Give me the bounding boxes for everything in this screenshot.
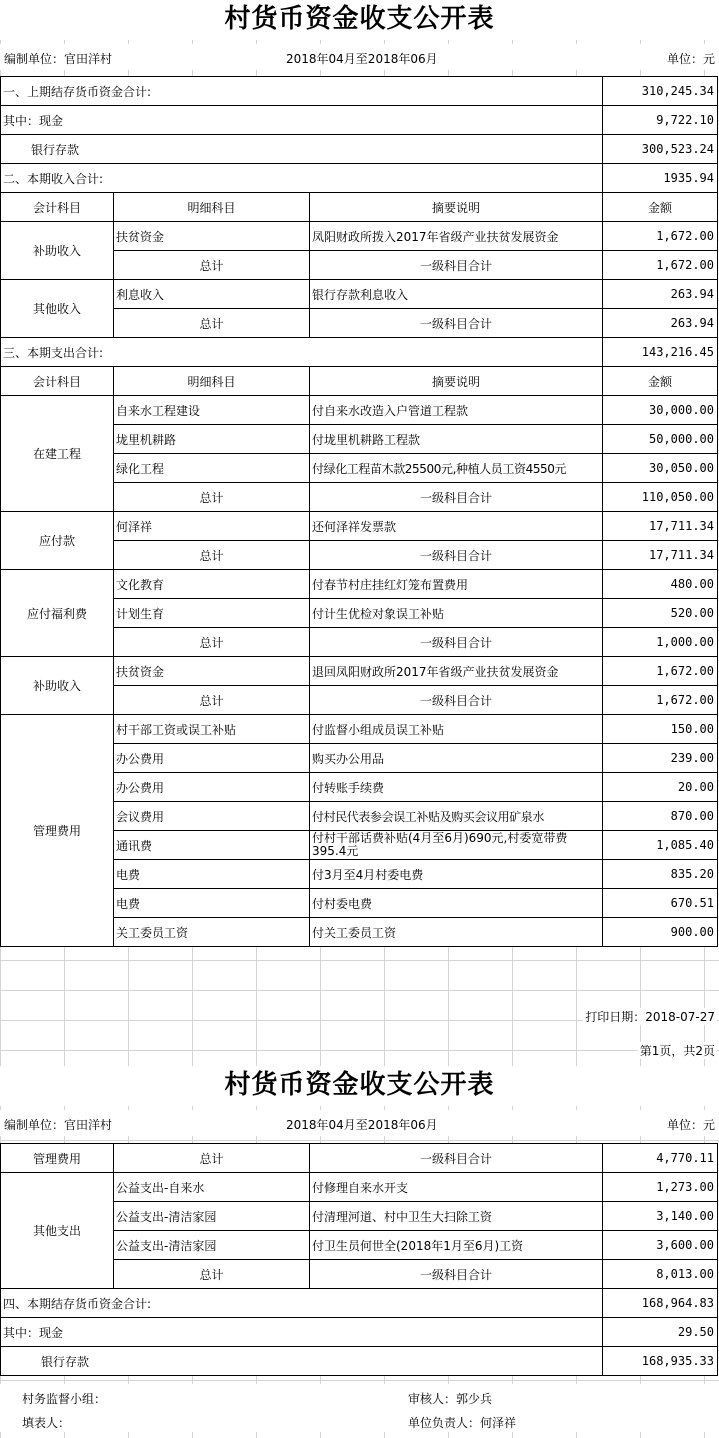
- amount-cell: 670.51: [603, 889, 718, 918]
- detail-cell: 办公费用: [114, 773, 310, 802]
- desc-cell: 银行存款利息收入: [310, 280, 603, 309]
- detail-cell: 扶贫资金: [114, 222, 310, 251]
- desc-cell: 付村干部话费补贴(4月至6月)690元,村委宽带费395.4元: [310, 831, 603, 860]
- summary-row: [1, 106, 718, 135]
- detail-cell: 通讯费: [114, 831, 310, 860]
- detail-cell: 公益支出-清洁家园: [114, 1231, 310, 1260]
- page-title: 村货币资金收支公开表: [0, 1066, 719, 1106]
- ledger-table-page2: [0, 1143, 718, 1376]
- compiling-unit: 编制单位：官田洋村: [4, 1118, 113, 1132]
- cash-label: 其中：现金: [1, 1318, 603, 1347]
- desc-cell: 付监督小组成员误工补贴: [310, 715, 603, 744]
- page-title: 村货币资金收支公开表: [0, 0, 719, 40]
- desc-cell: 付春节村庄挂红灯笼布置费用: [310, 570, 603, 599]
- header-desc: 摘要说明: [310, 367, 603, 396]
- table-row: [1, 715, 718, 744]
- prev-balance-value: 310,245.34: [603, 77, 718, 106]
- report-period: 2018年04月至2018年06月: [286, 1118, 438, 1132]
- table-row: [1, 1173, 718, 1202]
- column-header-row: [1, 367, 718, 396]
- amount-cell: 17,711.34: [603, 512, 718, 541]
- level1-total-label: 一级科目合计: [310, 483, 603, 512]
- supervisor-label: 村务监督小组：: [22, 1392, 107, 1406]
- header-subject: 会计科目: [1, 193, 114, 222]
- detail-cell: 公益支出-清洁家园: [114, 1202, 310, 1231]
- subject-cell: 补助收入: [1, 657, 114, 715]
- print-date: 打印日期：2018-07-27: [585, 1010, 715, 1024]
- ledger-table-page1: [0, 76, 718, 947]
- end-balance-value: 168,964.83: [603, 1289, 718, 1318]
- end-balance-label: 四、本期结存货币资金合计:: [1, 1289, 603, 1318]
- amount-cell: 520.00: [603, 599, 718, 628]
- currency-unit: 单位：元: [666, 1118, 715, 1132]
- subtotal-value: 17,711.34: [603, 541, 718, 570]
- amount-cell: 150.00: [603, 715, 718, 744]
- cash-label: 其中：现金: [1, 106, 603, 135]
- amount-cell: 239.00: [603, 744, 718, 773]
- subject-cell: 应付款: [1, 512, 114, 570]
- table-row: [1, 512, 718, 541]
- bank-value: 300,523.24: [603, 135, 718, 164]
- currency-unit: 单位：元: [666, 52, 715, 66]
- detail-cell: 关工委员工资: [114, 918, 310, 947]
- subject-cell: 其他收入: [1, 280, 114, 338]
- amount-cell: 3,600.00: [603, 1231, 718, 1260]
- subtotal-row: [1, 1144, 718, 1173]
- summary-row: [1, 1289, 718, 1318]
- desc-cell: 付清理河道、村中卫生大扫除工资: [310, 1202, 603, 1231]
- subject-cell: 在建工程: [1, 396, 114, 512]
- amount-cell: 1,672.00: [603, 222, 718, 251]
- desc-cell: 付转账手续费: [310, 773, 603, 802]
- subtotal-value: 110,050.00: [603, 483, 718, 512]
- total-label: 总计: [114, 541, 310, 570]
- detail-cell: 绿化工程: [114, 454, 310, 483]
- total-label: 总计: [114, 483, 310, 512]
- header-amount: 金额: [603, 193, 718, 222]
- page-info: 第1页，共2页: [639, 1044, 715, 1058]
- subject-cell: 其他支出: [1, 1173, 114, 1289]
- summary-row: [1, 135, 718, 164]
- detail-cell: 办公费用: [114, 744, 310, 773]
- desc-cell: 付自来水改造入户管道工程款: [310, 396, 603, 425]
- desc-cell: 还何泽祥发票款: [310, 512, 603, 541]
- table-row: [1, 396, 718, 425]
- bank-label: 银行存款: [1, 1347, 603, 1376]
- subtotal-value: 1,000.00: [603, 628, 718, 657]
- detail-cell: 自来水工程建设: [114, 396, 310, 425]
- detail-cell: 电费: [114, 860, 310, 889]
- subtotal-value: 8,013.00: [603, 1260, 718, 1289]
- subject-cell: 补助收入: [1, 222, 114, 280]
- preparer-label: 填表人：: [22, 1416, 71, 1430]
- level1-total-label: 一级科目合计: [310, 1260, 603, 1289]
- detail-cell: 何泽祥: [114, 512, 310, 541]
- table-row: [1, 222, 718, 251]
- amount-cell: 20.00: [603, 773, 718, 802]
- total-label: 总计: [114, 628, 310, 657]
- detail-cell: 计划生育: [114, 599, 310, 628]
- amount-cell: 870.00: [603, 802, 718, 831]
- desc-cell: 付关工委员工资: [310, 918, 603, 947]
- income-total-value: 1935.94: [603, 164, 718, 193]
- desc-cell: 付绿化工程苗木款25500元,种植人员工资4550元: [310, 454, 603, 483]
- summary-row: [1, 1347, 718, 1376]
- desc-cell: 付村委电费: [310, 889, 603, 918]
- subtotal-value: 1,672.00: [603, 686, 718, 715]
- amount-cell: 50,000.00: [603, 425, 718, 454]
- level1-total-label: 一级科目合计: [310, 251, 603, 280]
- column-header-row: [1, 193, 718, 222]
- reviewer-label: 审核人：郭少兵: [408, 1392, 493, 1406]
- detail-cell: 村干部工资或误工补贴: [114, 715, 310, 744]
- detail-cell: 文化教育: [114, 570, 310, 599]
- amount-cell: 30,050.00: [603, 454, 718, 483]
- detail-cell: 公益支出-自来水: [114, 1173, 310, 1202]
- expense-total-value: 143,216.45: [603, 338, 718, 367]
- amount-cell: 1,085.40: [603, 831, 718, 860]
- amount-cell: 1,273.00: [603, 1173, 718, 1202]
- header-amount: 金额: [603, 367, 718, 396]
- total-label: 总计: [114, 686, 310, 715]
- table-row: [1, 570, 718, 599]
- desc-cell: 购买办公用品: [310, 744, 603, 773]
- subtotal-value: 263.94: [603, 309, 718, 338]
- desc-cell: 退回凤阳财政所2017年省级产业扶贫发展资金: [310, 657, 603, 686]
- detail-cell: 垅里机耕路: [114, 425, 310, 454]
- detail-cell: 电费: [114, 889, 310, 918]
- bank-label: 银行存款: [1, 135, 603, 164]
- level1-total-label: 一级科目合计: [310, 541, 603, 570]
- amount-cell: 900.00: [603, 918, 718, 947]
- amount-cell: 263.94: [603, 280, 718, 309]
- summary-row: [1, 1318, 718, 1347]
- subtotal-value: 4,770.11: [603, 1144, 718, 1173]
- detail-cell: 扶贫资金: [114, 657, 310, 686]
- summary-row: [1, 338, 718, 367]
- table-row: [1, 280, 718, 309]
- table-row: [1, 657, 718, 686]
- summary-row: [1, 77, 718, 106]
- subject-cell: 管理费用: [1, 715, 114, 947]
- total-label: 总计: [114, 251, 310, 280]
- doc-meta: [0, 1110, 719, 1136]
- header-desc: 摘要说明: [310, 193, 603, 222]
- amount-cell: 480.00: [603, 570, 718, 599]
- desc-cell: 付村民代表参会误工补贴及购买会议用矿泉水: [310, 802, 603, 831]
- desc-cell: 凤阳财政所拨入2017年省级产业扶贫发展资金: [310, 222, 603, 251]
- desc-cell: 付计生优检对象误工补贴: [310, 599, 603, 628]
- amount-cell: 1,672.00: [603, 657, 718, 686]
- level1-total-label: 一级科目合计: [310, 309, 603, 338]
- cash-value: 29.50: [603, 1318, 718, 1347]
- header-detail: 明细科目: [114, 193, 310, 222]
- header-subject: 会计科目: [1, 367, 114, 396]
- total-label: 总计: [114, 1260, 310, 1289]
- detail-cell: 会议费用: [114, 802, 310, 831]
- detail-cell: 利息收入: [114, 280, 310, 309]
- cash-value: 9,722.10: [603, 106, 718, 135]
- amount-cell: 3,140.00: [603, 1202, 718, 1231]
- level1-total-label: 一级科目合计: [310, 1144, 603, 1173]
- desc-cell: 付3月至4月村委电费: [310, 860, 603, 889]
- total-label: 总计: [114, 1144, 310, 1173]
- income-total-label: 二、本期收入合计:: [1, 164, 603, 193]
- desc-cell: 付垅里机耕路工程款: [310, 425, 603, 454]
- level1-total-label: 一级科目合计: [310, 628, 603, 657]
- bank-value: 168,935.33: [603, 1347, 718, 1376]
- desc-cell: 付修理自来水开支: [310, 1173, 603, 1202]
- doc-meta: [0, 44, 719, 70]
- prev-balance-label: 一、上期结存货币资金合计:: [1, 77, 603, 106]
- subject-cell: 管理费用: [1, 1144, 114, 1173]
- total-label: 总计: [114, 309, 310, 338]
- level1-total-label: 一级科目合计: [310, 686, 603, 715]
- responsible-label: 单位负责人：何泽祥: [408, 1416, 517, 1430]
- summary-row: [1, 164, 718, 193]
- amount-cell: 30,000.00: [603, 396, 718, 425]
- report-period: 2018年04月至2018年06月: [286, 52, 438, 66]
- subtotal-value: 1,672.00: [603, 251, 718, 280]
- expense-total-label: 三、本期支出合计:: [1, 338, 603, 367]
- subject-cell: 应付福利费: [1, 570, 114, 657]
- desc-cell: 付卫生员何世全(2018年1月至6月)工资: [310, 1231, 603, 1260]
- header-detail: 明细科目: [114, 367, 310, 396]
- amount-cell: 835.20: [603, 860, 718, 889]
- signature-block: [0, 1384, 719, 1432]
- compiling-unit: 编制单位：官田洋村: [4, 52, 113, 66]
